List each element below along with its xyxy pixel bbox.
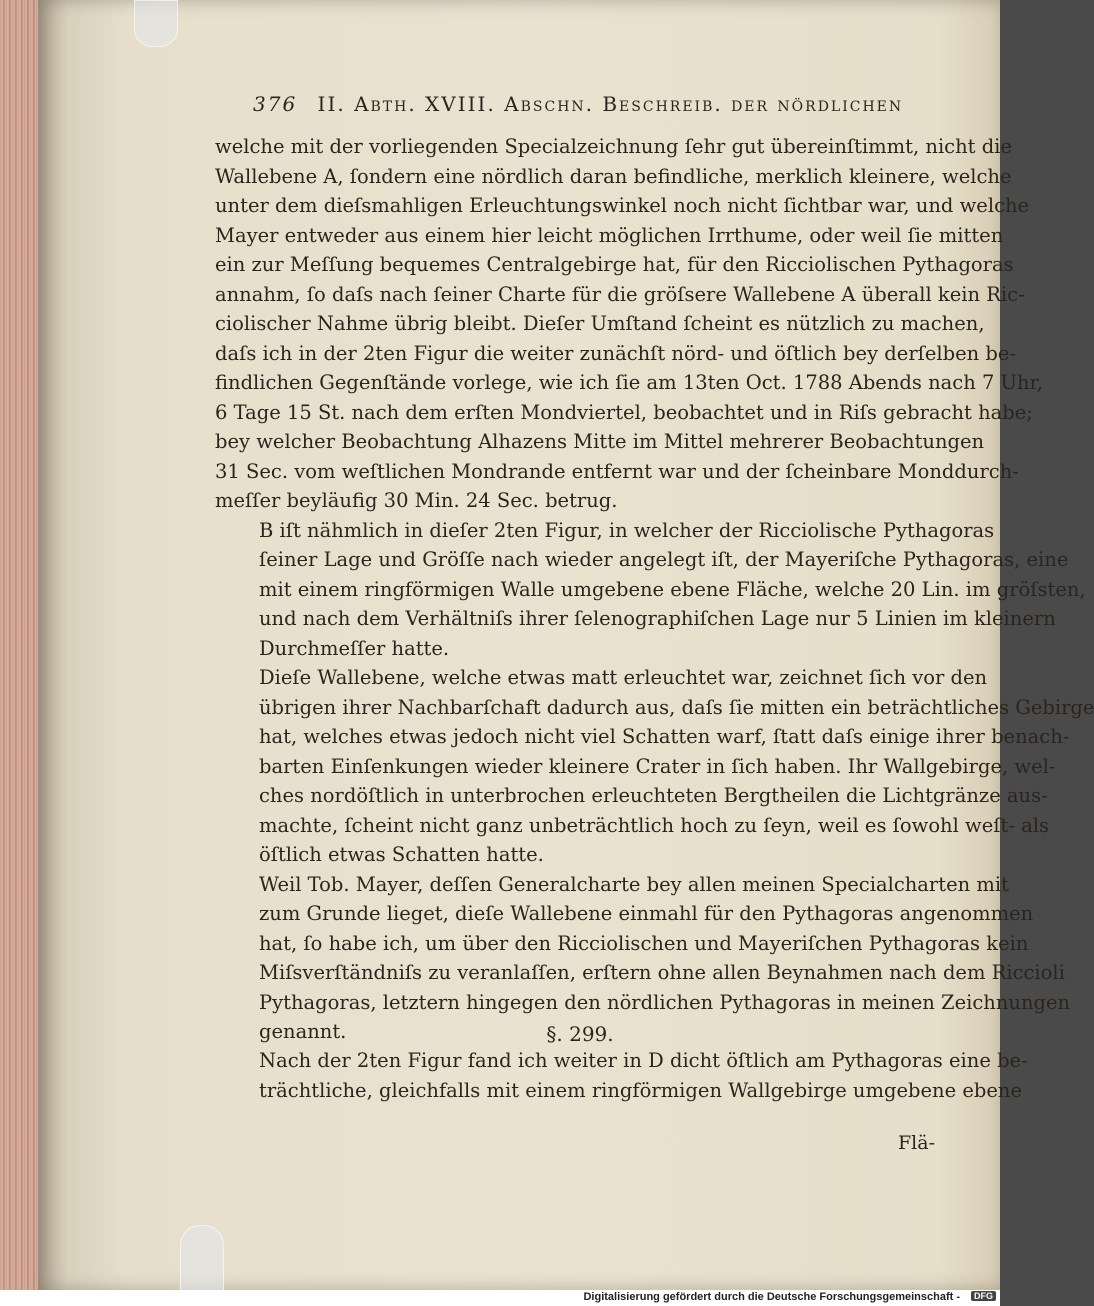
section-heading: §. 299. <box>546 1022 614 1046</box>
text-line: Pythagoras, letztern hingegen den nördlichen Pythagoras in meinen Zeichnungen <box>259 990 1071 1014</box>
text-line: zum Grunde lieget, dieſe Wallebene einmahl für den Pythagoras angenommen <box>259 902 1034 925</box>
text-line: 31 Sec. vom weſtlichen Mondrande entfernt war und der ſcheinbare Monddurch- <box>215 459 1019 483</box>
footer-bar <box>0 1290 1000 1306</box>
text-line: B iſt nähmlich in dieſer 2ten Figur, in welcher der Ricciolische Pythagoras <box>259 518 995 542</box>
text-line: Mayer entweder aus einem hier leicht möglichen Irrthume, oder weil ſie mitten <box>215 223 1004 247</box>
paragraph-4 <box>215 870 1071 1047</box>
text-line: machte, ſcheint nicht ganz unbeträchtlich hoch zu ſeyn, weil es ſowohl weſt- als <box>259 813 1049 837</box>
text-line: Weil Tob. Mayer, deſſen Generalcharte bey allen meinen Specialcharten mit <box>259 872 1009 896</box>
text-line: findlichen Gegenſtände vorlege, wie ich ſie am 13ten Oct. 1788 Abends nach 7 Uhr, <box>215 371 1043 394</box>
body-text-continued <box>215 1046 1028 1105</box>
scanner-clip-bottom <box>180 1225 224 1297</box>
paragraph-1 <box>215 132 1043 516</box>
text-line: übrigen ihrer Nachbarſchaft dadurch aus, daſs ſie mitten ein beträchtliches Gebirge <box>259 695 1094 719</box>
text-line: annahm, ſo daſs nach ſeiner Charte für die gröſsere Wallebene A überall kein Ric- <box>215 282 1025 306</box>
text-line: Nach der 2ten Figur fand ich weiter in D dicht öſtlich am Pythagoras eine be- <box>259 1049 1028 1072</box>
scanner-clip-top <box>134 0 178 47</box>
page-number: 376 <box>253 92 298 116</box>
text-line: ciolischer Nahme übrig bleibt. Dieſer Umſtand ſcheint es nützlich zu machen, <box>215 312 985 335</box>
text-line: Miſsverſtändniſs zu veranlaſſen, erſtern ohne allen Beynahmen nach dem Riccioli <box>259 961 1065 984</box>
text-line: mit einem ringförmigen Walle umgebene ebene Fläche, welche 20 Lin. im gröſsten, <box>259 577 1086 601</box>
text-line: daſs ich in der 2ten Figur die weiter zunächſt nörd- und öſtlich bey derſelben be- <box>215 341 1017 365</box>
text-line: trächtliche, gleichfalls mit einem ringförmigen Wallgebirge umgebene ebene <box>259 1078 1022 1102</box>
text-line: Wallebene A, ſondern eine nördlich daran befindliche, merklich kleinere, welche <box>215 164 1012 188</box>
text-line: genannt. <box>259 1020 347 1043</box>
body-text <box>215 132 1094 1047</box>
text-line: meſſer beyläufig 30 Min. 24 Sec. betrug. <box>215 489 618 512</box>
catchword: Flä- <box>898 1132 936 1154</box>
text-line: und nach dem Verhältniſs ihrer ſelenographiſchen Lage nur 5 Linien im kleinern <box>259 607 1056 630</box>
text-line: hat, welches etwas jedoch nicht viel Schatten warf, ſtatt daſs einige ihrer benach- <box>259 725 1070 748</box>
book-page-edges <box>0 0 40 1306</box>
text-line: öſtlich etwas Schatten hatte. <box>259 843 544 866</box>
text-line: bey welcher Beobachtung Alhazens Mitte im Mittel mehrerer Beobachtungen <box>215 430 985 453</box>
text-line: Durchmeſſer hatte. <box>259 636 450 660</box>
running-title: II. Abth. XVIII. Abschn. Beschreib. der nördlichen <box>317 92 904 116</box>
paragraph-2 <box>215 516 1086 664</box>
dfg-logo: DFG <box>971 1291 996 1301</box>
text-line: hat, ſo habe ich, um über den Ricciolischen und Mayeriſchen Pythagoras kein <box>259 931 1029 955</box>
text-line: welche mit der vorliegenden Specialzeichnung ſehr gut übereinſtimmt, nicht die <box>215 135 1012 158</box>
paragraph-3 <box>215 663 1094 870</box>
paragraph-5 <box>215 1046 1028 1105</box>
running-header <box>253 92 988 116</box>
footer-credit: Digitalisierung gefördert durch die Deutsche Forschungsgemeinschaft - <box>583 1291 960 1303</box>
text-line: 6 Tage 15 St. nach dem erſten Mondviertel, beobachtet und in Riſs gebracht habe; <box>215 400 1033 424</box>
text-line: barten Einſenkungen wieder kleinere Crater in ſich haben. Ihr Wallgebirge, wel- <box>259 754 1056 778</box>
text-line: ein zur Meſſung bequemes Centralgebirge hat, für den Ricciolischen Pythagoras <box>215 253 1014 276</box>
text-line: Dieſe Wallebene, welche etwas matt erleuchtet war, zeichnet ſich vor den <box>259 666 988 689</box>
text-line: unter dem dieſsmahligen Erleuchtungswinkel noch nicht ſichtbar war, und welche <box>215 194 1030 217</box>
text-line: ches nordöſtlich in unterbrochen erleuchteten Bergtheilen die Lichtgränze aus- <box>259 784 1048 807</box>
text-line: ſeiner Lage und Gröſſe nach wieder angelegt iſt, der Mayeriſche Pythagoras, eine <box>259 548 1069 571</box>
